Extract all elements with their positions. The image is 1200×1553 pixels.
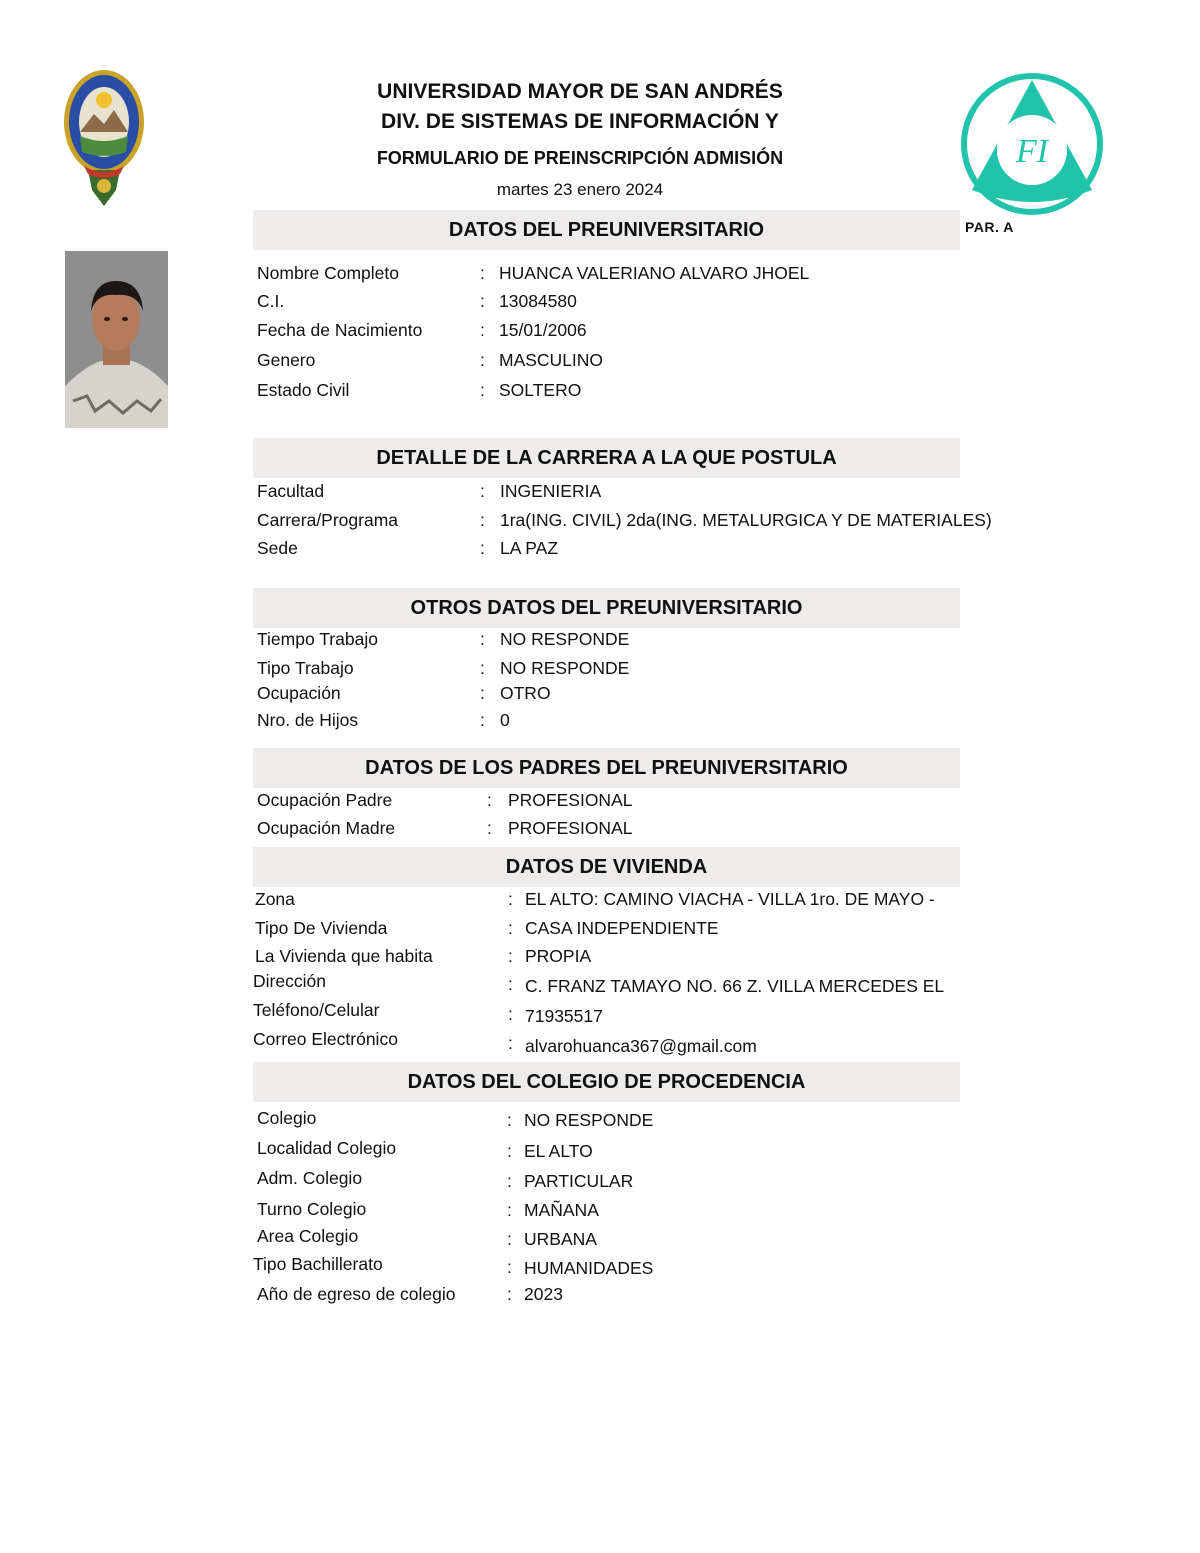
- field-value: 2023: [524, 1284, 563, 1304]
- section-title-colegio: DATOS DEL COLEGIO DE PROCEDENCIA: [253, 1062, 960, 1102]
- field-label: Facultad: [257, 481, 325, 501]
- field-label: Ocupación Padre: [257, 790, 393, 810]
- field-value: LA PAZ: [500, 538, 559, 558]
- field-label: Sede: [257, 538, 298, 558]
- field-value: MASCULINO: [499, 350, 604, 370]
- field-value: 15/01/2006: [499, 320, 587, 340]
- field-label: Tiempo Trabajo: [257, 629, 378, 649]
- division-name: DIV. DE SISTEMAS DE INFORMACIÓN Y: [381, 110, 779, 133]
- field-label: Dirección: [253, 971, 326, 991]
- field-separator: :: [480, 380, 485, 400]
- field-separator: :: [508, 974, 513, 994]
- field-separator: :: [507, 1110, 512, 1130]
- field-value: URBANA: [524, 1229, 597, 1249]
- field-value: MAÑANA: [524, 1200, 599, 1220]
- field-label: Nombre Completo: [257, 263, 399, 283]
- section-title-preuniversitario: DATOS DEL PREUNIVERSITARIO: [253, 210, 960, 250]
- field-value: 1ra(ING. CIVIL) 2da(ING. METALURGICA Y DE MATERIALES): [500, 510, 992, 530]
- field-label: Turno Colegio: [257, 1199, 367, 1219]
- field-value: 0: [500, 710, 510, 730]
- field-label: Nro. de Hijos: [257, 710, 359, 730]
- field-label: Genero: [257, 350, 316, 370]
- field-separator: :: [508, 1033, 513, 1053]
- field-label: La Vivienda que habita: [255, 946, 433, 966]
- parallel-label: PAR. A: [965, 219, 1014, 235]
- fi-faculty-logo: [958, 70, 1106, 218]
- field-label: Fecha de Nacimiento: [257, 320, 423, 340]
- form-date: martes 23 enero 2024: [496, 180, 664, 199]
- field-separator: :: [480, 291, 485, 311]
- field-label: Zona: [255, 889, 295, 909]
- field-separator: :: [508, 946, 513, 966]
- field-value: NO RESPONDE: [524, 1110, 654, 1130]
- field-label: Ocupación Madre: [257, 818, 396, 838]
- field-label: Tipo Trabajo: [257, 658, 354, 678]
- fi-logo-text: FI: [1015, 133, 1049, 170]
- field-separator: :: [480, 629, 485, 649]
- field-value: PROPIA: [525, 946, 592, 966]
- field-value: alvarohuanca367@gmail.com: [525, 1036, 757, 1056]
- form-title: FORMULARIO DE PREINSCRIPCIÓN ADMISIÓN: [376, 148, 784, 168]
- field-label: Adm. Colegio: [257, 1168, 363, 1188]
- student-photo: [65, 251, 168, 428]
- field-value: NO RESPONDE: [500, 629, 630, 649]
- field-separator: :: [507, 1284, 512, 1304]
- field-separator: :: [507, 1141, 512, 1161]
- field-separator: :: [508, 1004, 513, 1024]
- field-value: HUMANIDADES: [524, 1258, 654, 1278]
- field-separator: :: [508, 889, 513, 909]
- field-separator: :: [507, 1200, 512, 1220]
- university-seal-logo: [60, 66, 148, 212]
- field-label: Tipo Bachillerato: [253, 1254, 383, 1274]
- field-value: CASA INDEPENDIENTE: [525, 918, 719, 938]
- field-separator: :: [487, 818, 492, 838]
- field-separator: :: [480, 710, 485, 730]
- field-separator: :: [480, 263, 485, 283]
- university-name: UNIVERSIDAD MAYOR DE SAN ANDRÉS: [377, 80, 783, 103]
- field-label: C.I.: [257, 291, 285, 311]
- field-separator: :: [480, 481, 485, 501]
- field-label: Colegio: [257, 1108, 317, 1128]
- field-separator: :: [480, 320, 485, 340]
- field-label: Teléfono/Celular: [253, 1000, 380, 1020]
- section-title-vivienda: DATOS DE VIVIENDA: [253, 847, 960, 887]
- field-separator: :: [507, 1171, 512, 1191]
- field-separator: :: [480, 350, 485, 370]
- field-value: PROFESIONAL: [508, 818, 633, 838]
- field-label: Ocupación: [257, 683, 341, 703]
- field-value: HUANCA VALERIANO ALVARO JHOEL: [499, 263, 810, 283]
- section-title-padres: DATOS DE LOS PADRES DEL PREUNIVERSITARIO: [253, 748, 960, 788]
- field-value: PROFESIONAL: [508, 790, 633, 810]
- field-value: OTRO: [500, 683, 551, 703]
- field-label: Localidad Colegio: [257, 1138, 397, 1158]
- field-value: EL ALTO: [524, 1141, 593, 1161]
- field-value: NO RESPONDE: [500, 658, 630, 678]
- field-label: Tipo De Vivienda: [255, 918, 388, 938]
- section-title-carrera: DETALLE DE LA CARRERA A LA QUE POSTULA: [253, 438, 960, 478]
- section-title-otros: OTROS DATOS DEL PREUNIVERSITARIO: [253, 588, 960, 628]
- field-separator: :: [508, 918, 513, 938]
- field-separator: :: [480, 510, 485, 530]
- field-label: Correo Electrónico: [253, 1029, 398, 1049]
- field-label: Año de egreso de colegio: [257, 1284, 456, 1304]
- field-separator: :: [507, 1257, 512, 1277]
- field-label: Estado Civil: [257, 380, 350, 400]
- field-label: Area Colegio: [257, 1226, 359, 1246]
- field-value: 13084580: [499, 291, 577, 311]
- field-separator: :: [480, 683, 485, 703]
- field-separator: :: [480, 658, 485, 678]
- field-separator: :: [507, 1229, 512, 1249]
- field-value: EL ALTO: CAMINO VIACHA - VILLA 1ro. DE MAYO -: [525, 889, 935, 909]
- field-label: Carrera/Programa: [257, 510, 399, 530]
- field-value: PARTICULAR: [524, 1171, 634, 1191]
- field-value: SOLTERO: [499, 380, 582, 400]
- field-value: INGENIERIA: [500, 481, 602, 501]
- field-separator: :: [480, 538, 485, 558]
- field-value: C. FRANZ TAMAYO NO. 66 Z. VILLA MERCEDES EL: [525, 976, 945, 996]
- field-value: 71935517: [525, 1006, 603, 1026]
- field-separator: :: [487, 790, 492, 810]
